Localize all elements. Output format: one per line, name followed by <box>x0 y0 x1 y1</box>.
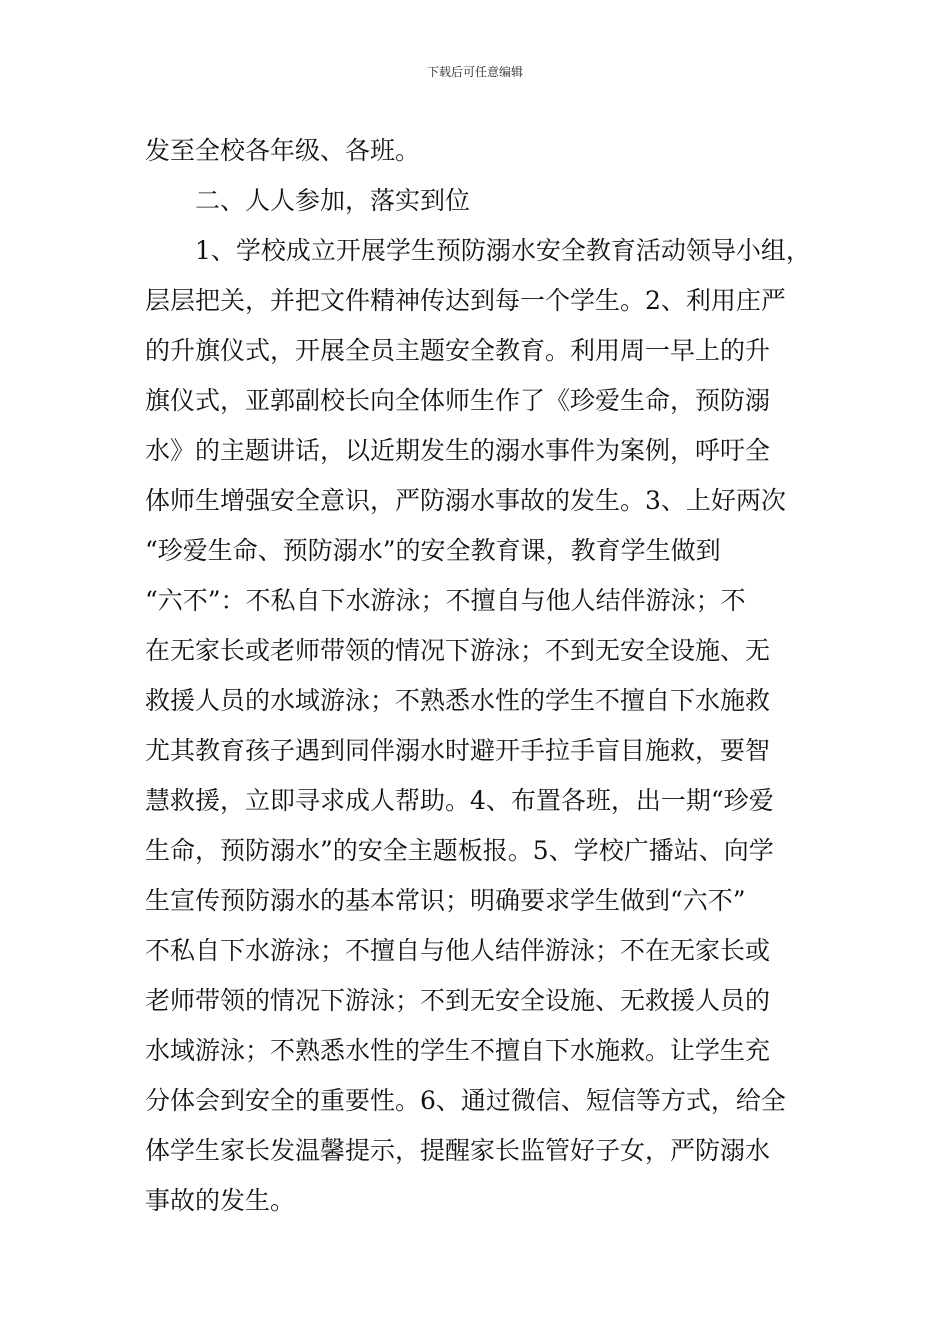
text-line-3: 1、学校成立开展学生预防溺水安全教育活动领导小组， <box>195 236 811 265</box>
text-line-19: 水域游泳；不熟悉水性的学生不擅自下水施救。让学生充 <box>145 1036 771 1065</box>
page-header: 下载后可任意编辑 <box>426 65 523 79</box>
text-line-9: “珍爱生命、预防溺水”的安全教育课，教育学生做到 <box>145 536 721 565</box>
text-line-7: 水》的主题讲话，以近期发生的溺水事件为案例，呼吁全 <box>145 436 771 465</box>
text-line-22: 事故的发生。 <box>145 1186 296 1215</box>
text-line-13: 尤其教育孩子遇到同伴溺水时避开手拉手盲目施救，要智 <box>145 736 771 765</box>
text-line-1: 发至全校各年级、各班。 <box>145 136 421 165</box>
text-line-11: 在无家长或老师带领的情况下游泳；不到无安全设施、无 <box>145 636 771 665</box>
text-line-4: 层层把关，并把文件精神传达到每一个学生。2、利用庄严 <box>145 286 786 315</box>
text-line-14: 慧救援，立即寻求成人帮助。4、布置各班，出一期“珍爱 <box>145 786 774 815</box>
text-line-20: 分体会到安全的重要性。6、通过微信、短信等方式，给全 <box>145 1086 786 1115</box>
document-body <box>145 126 815 1226</box>
text-line-8: 体师生增强安全意识，严防溺水事故的发生。3、上好两次 <box>145 486 786 515</box>
text-line-18: 老师带领的情况下游泳；不到无安全设施、无救援人员的 <box>145 986 771 1015</box>
text-line-16: 生宣传预防溺水的基本常识；明确要求学生做到“六不” <box>145 886 746 915</box>
text-line-12: 救援人员的水域游泳；不熟悉水性的学生不擅自下水施救 <box>145 686 771 715</box>
text-line-21: 体学生家长发温馨提示，提醒家长监管好子女，严防溺水 <box>145 1136 771 1165</box>
text-line-17: 不私自下水游泳；不擅自与他人结伴游泳；不在无家长或 <box>145 936 771 965</box>
section-heading: 二、人人参加，落实到位 <box>195 186 471 215</box>
text-line-15: 生命，预防溺水”的安全主题板报。5、学校广播站、向学 <box>145 836 774 865</box>
text-line-6: 旗仪式，亚郭副校长向全体师生作了《珍爱生命，预防溺 <box>145 386 771 415</box>
text-line-5: 的升旗仪式，开展全员主题安全教育。利用周一早上的升 <box>145 336 771 365</box>
text-line-10: “六不”：不私自下水游泳；不擅自与他人结伴游泳；不 <box>145 586 746 615</box>
